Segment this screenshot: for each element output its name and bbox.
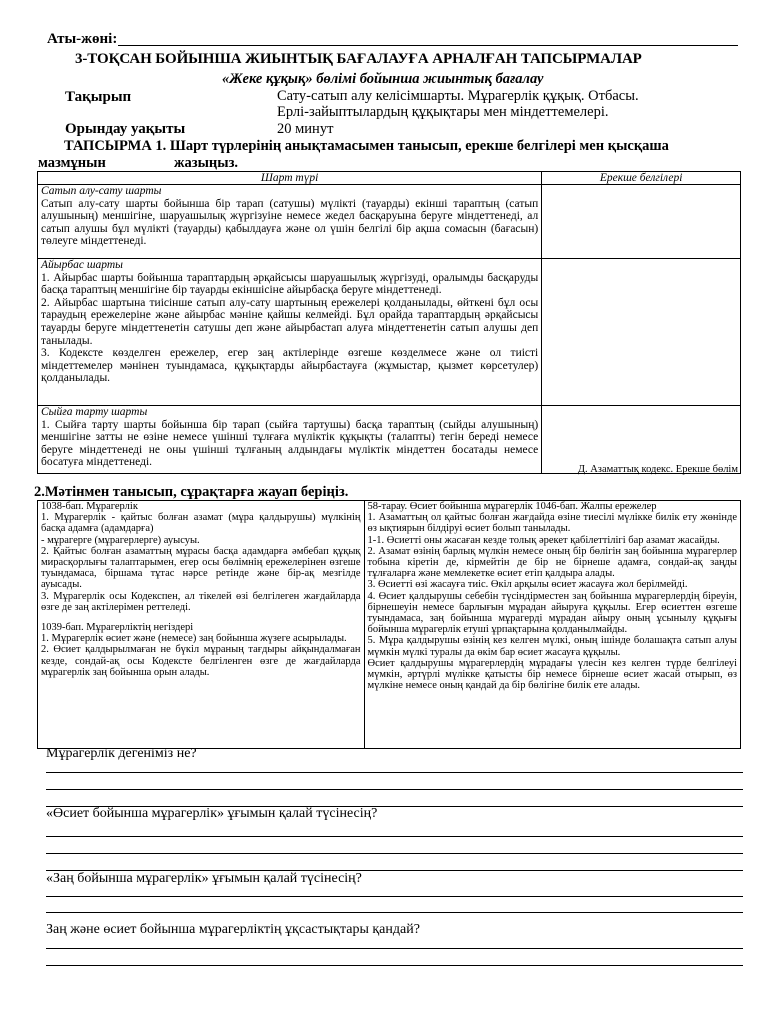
topic-value-1: Сату-сатып алу келісімшарты. Мұрагерлік құқық. Отбасы.: [277, 88, 639, 104]
contract-text: Сатып алу-сату шарты бойынша бір тарап (сатушы) мүлікті (тауарды) екінші тараптың (сатып алушының) меншігіне, шаруашылық жүргізуіне немесе жедел басқаруына беруге міндеттенеді, ал сатып алушы бұл мүлікті (тауарды) қабылдауға және ол үшін белгілі бір ақша сомасын (бағасын) төлеуге міндеттенеді.: [41, 197, 539, 248]
contract-paragraph: 1. Айырбас шарты бойынша тараптардың әрқайсысы шаруашылық жүргізуді, оралымды басқаруды басқа тараптың меншігіне бір тауарды екіншісіне айырбасқа беруге міндеттенеді.: [41, 271, 539, 297]
features-answer-cell[interactable]: [542, 185, 741, 259]
time-value: 20 минут: [277, 121, 334, 137]
answer-line[interactable]: [46, 853, 743, 854]
answer-line[interactable]: [46, 836, 743, 837]
article-paragraph: 1. Азаматтың ол қайтыс болған жағдайда өзіне тиесілі мүлікке билік ету жөнінде өз ықтиярын білдіруі өсиет болып танылады.: [367, 512, 737, 535]
article-paragraph: 4. Өсиет қалдырушы себебін түсіндірместен заң бойынша мұрагерлердің біреуін, бірнешеуін немесе барлығын мұрадан айыруға құқылы. Егер өсиеттен өзгеше туындамаса, заң бойынша мұрагерді мұрадан айыру оның ұсынылу құқығы бойынша мұрагерлік етуші ұрпақтарына қолданылмайды.: [367, 590, 737, 636]
question-3: «Заң бойынша мұрагерлік» ұғымын қалай түсінесің?: [46, 871, 362, 886]
name-label: Аты-жөні:: [47, 31, 118, 47]
contract-name: Сыйға тарту шарты: [41, 406, 148, 418]
page-subtitle: «Жеке құқық» бөлімі бойынша жиынтық бағалау: [222, 71, 544, 87]
law-text-table: [37, 500, 741, 749]
topic-label: Тақырып: [65, 89, 132, 105]
task1-title-cont: мазмұнын: [38, 155, 106, 171]
law-text-right: [364, 501, 740, 749]
name-answer-line[interactable]: [118, 45, 738, 46]
law-text-left: [38, 501, 365, 749]
contract-row-exchange: [38, 259, 542, 406]
contract-paragraph: 3. Кодексте көзделген ережелер, егер заң актілерінде өзгеше көзделмесе және ол тиісті міндеттемелер мәнінен туындамаса, құқықтарды айырбастауға (жұмыстар, қызмет көрсетулер) қолданылады.: [41, 347, 539, 385]
contract-name: Сатып алу-сату шарты: [41, 185, 162, 197]
article-paragraph: 1. Мұрагерлік өсиет және (немесе) заң бойынша жүзеге асырылады.: [41, 633, 347, 645]
col-header-features: Ерекше белгілері: [542, 172, 741, 185]
time-label: Орындау уақыты: [65, 121, 186, 137]
contract-paragraph: 2. Айырбас шартына тиісінше сатып алу-сату шартының ережелері қолданылады, өйткені бұл осы тараудың ережелеріне және айырбас мәніне қайшы келмейді. Бұл орайда тараптардың әрқайсысы тауарды беруге міндеттенетін сатушы деп және айырбастап алуға міндеттенетін сатып алушы деп танылады.: [41, 296, 539, 347]
contract-row-sale: [38, 185, 542, 259]
article-paragraph: 3. Мұрагерлік осы Кодекспен, ал тікелей өзі белгілеген жағдайларда өзге де заң актілерімен реттеледі.: [41, 590, 361, 613]
task1-title-end: жазыңыз.: [174, 155, 239, 171]
answer-line[interactable]: [46, 912, 743, 913]
article-paragraph: 1. Мұрагерлік - қайтыс болған азамат (мұра қалдырушы) мүлкінің басқа адамға (адамдарға): [41, 512, 361, 535]
contract-name: Айырбас шарты: [41, 259, 123, 271]
page-title: 3-ТОҚСАН БОЙЫНША ЖИЫНТЫҚ БАҒАЛАУҒА АРНАЛҒАН ТАПСЫРМАЛАР: [75, 51, 642, 67]
article-paragraph: - мұрагерге (мұрагерлерге) ауысуы.: [41, 534, 200, 546]
contract-table: [37, 171, 741, 474]
task1-title: ТАПСЫРМА 1. Шарт түрлерінің анықтамасымен танысып, ерекше белгілері мен қысқаша: [64, 138, 669, 154]
features-answer-cell[interactable]: [542, 259, 741, 406]
answer-line[interactable]: [46, 965, 743, 966]
topic-value-2: Ерлі-зайыптылардың құқықтары мен міндеттемелері.: [277, 104, 609, 120]
article-paragraph: 5. Мұра қалдырушы өзінің кез келген мүлкі, оның ішінде болашақта сатып алуы мүмкін мүлкі туралы да өкім бар өсиет жасауға құқылы.: [367, 635, 737, 658]
article-paragraph: 3. Өсиетті өзі жасауға тиіс. Өкіл арқылы өсиет жасауға жол берілмейді.: [367, 579, 688, 591]
source-note: Д. Азаматтық кодекс. Ерекше бөлім: [577, 464, 738, 475]
article-paragraph: 2. Өсиет қалдырылмаған не бүкіл мұраның тағдыры айқындалмаған кезде, сондай-ақ осы Кодексте белгіленген өзге де жағдайларда мұрагерлік заң бойынша орын алады.: [41, 644, 361, 678]
answer-line[interactable]: [46, 789, 743, 790]
col-header-type: Шарт түрі: [38, 172, 542, 185]
contract-row-gift: [38, 406, 542, 474]
article-heading: 1038-бап. Мұрагерлік: [41, 501, 138, 512]
task2-title: 2.Мәтінмен танысып, сұрақтарға жауап беріңіз.: [34, 484, 349, 500]
answer-line[interactable]: [46, 948, 743, 949]
question-2: «Өсиет бойынша мұрагерлік» ұғымын қалай түсінесің?: [46, 806, 378, 821]
article-heading: 58-тарау. Өсиет бойынша мұрагерлік 1046-бап. Жалпы ережелер: [367, 501, 657, 512]
article-paragraph: 2. Азамат өзінің барлық мүлкін немесе оның бір бөлігін заң бойынша мұрагерлер тобына кіретін де, кірмейтін де бір не бірнеше адамға, сондай-ақ заңды тұлғаларға және мемлекетке өсиет етіп қалдыра алады.: [367, 545, 737, 580]
question-4: Заң және өсиет бойынша мұрагерліктің ұқсастықтары қандай?: [46, 922, 420, 937]
article-paragraph: 1-1. Өсиетті оны жасаған кезде толық әрекет қабілеттілігі бар азамат жасайды.: [367, 534, 720, 546]
article-heading: 1039-бап. Мұрагерліктің негіздері: [41, 622, 194, 634]
article-paragraph: 2. Қайтыс болған азаматтың мұрасы басқа адамдарға әмбебап құқық мирасқорлығы талаптарымен, егер осы бөлімнің ережелерінен өзгеше туындамаса, біршама тұтас нәрсе ретінде және бір-ақ мезгілде ауысады.: [41, 545, 361, 591]
answer-line[interactable]: [46, 772, 743, 773]
question-1: Мұрагерлік дегеніміз не?: [46, 746, 197, 761]
article-paragraph: Өсиет қалдырушы мұрагерлердің мұрадағы үлесін кез келген түрде белгілеуі мүмкін, әртүрлі мүлікке қатысты бір немесе бірнеше өсиет жасай отырып, өз мүлкіне немесе оның қандай да бір бөлігіне билік ете алады.: [367, 657, 737, 692]
answer-line[interactable]: [46, 896, 743, 897]
contract-text: 1. Сыйға тарту шарты бойынша бір тарап (сыйға тартушы) басқа тараптың (сыйды алушының) меншігіне затты не өзіне немесе үшінші тұлғаға мүліктік құқықты (талапты) тегін береді немесе беруге міндеттенеді не оны үшінші тұлғаның алдындағы мүліктік міндеттен босатады немесе босатуға міндеттенеді.: [41, 418, 539, 469]
